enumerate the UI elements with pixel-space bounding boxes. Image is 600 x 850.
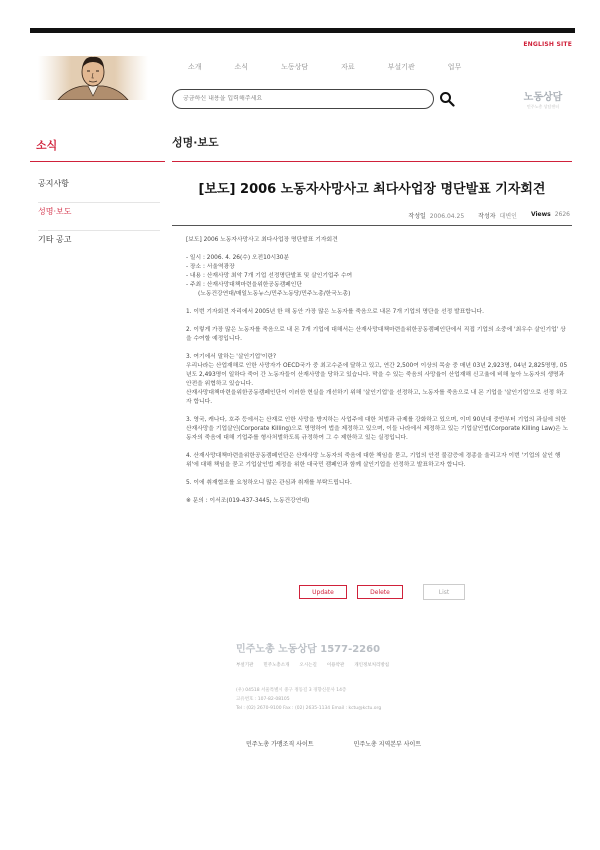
post-body-line: 3. 여기에서 말하는 '살인기업'이란? xyxy=(186,354,277,360)
footer-link-affiliates[interactable]: 부설기관 xyxy=(236,663,254,668)
post-body-line: [보도] 2006 노동자사망사고 최다사업장 명단발표 기자회견 xyxy=(186,237,338,243)
paragraph-gap xyxy=(186,245,570,254)
title-divider xyxy=(172,161,572,162)
nav-item-work[interactable]: 업무 xyxy=(447,63,462,71)
footer-site-affiliates[interactable]: 민주노총 가맹조직 사이트 xyxy=(246,741,314,748)
post-body-line: 1. 이번 기자회견 자리에서 2005년 한 해 동안 가장 많은 노동자를 죽음으로 내몬 7개 기업의 명단을 선정 발표합니다. xyxy=(186,309,484,315)
sidebar-title: 소식 xyxy=(36,139,58,152)
post-body-line: - 일시 : 2006. 4. 26(수) 오전10시30분 xyxy=(186,255,290,261)
post-body-line: - 내용 : 산재사망 최악 7개 기업 선정명단발표 및 살인기업주 수여 xyxy=(186,273,353,279)
top-bar xyxy=(30,28,575,33)
post-body-line: 산재사망대책마련을위한공동캠페인단이 이러한 현실을 개선하기 위해 '살인기업'을 선정하고, 노동자를 죽음으로 내 몬 기업을 '살인기업'으로 선정 하고자 합니다. xyxy=(186,390,568,405)
nav-item-affiliates[interactable]: 부설기관 xyxy=(387,63,415,71)
nav-item-news[interactable]: 소식 xyxy=(234,63,249,71)
post-views: Views 2626 xyxy=(530,211,570,218)
paragraph-gap xyxy=(186,344,570,353)
footer-site-regional[interactable]: 민주노총 지역본부 사이트 xyxy=(353,741,422,748)
counsel-title: 노동상담 xyxy=(523,92,563,103)
search-icon[interactable] xyxy=(439,91,455,107)
update-button[interactable]: Update xyxy=(299,585,347,599)
sidebar-menu xyxy=(38,175,160,259)
post-body xyxy=(186,236,570,506)
counsel-subtitle: 민주노총 상담센터 xyxy=(526,104,560,109)
paragraph-gap xyxy=(186,488,570,497)
post-meta xyxy=(408,211,570,220)
sidebar-divider xyxy=(30,161,165,162)
paragraph-gap xyxy=(186,299,570,308)
post-body-line: 4. 산재사망대책마련을위한공동캠페인단은 산재사망 노동자의 죽음에 대한 책임을 묻고, 기업의 안전 불감증에 경종을 울리고자 이번 '기업의 살인 행위'에 대해 책임을 묻고 기업살인법 제정을 위한 대국민 캠페인과 함께 살인기업을 선정하고 발표하고자 합니다. xyxy=(186,453,561,468)
footer-link-directions[interactable]: 오시는길 xyxy=(299,663,317,668)
footer-info xyxy=(236,686,381,713)
post-body-line: ※ 문의 : 이서조(019-437-3445, 노동건강연대) xyxy=(186,498,310,504)
footer-title: 민주노총 노동상담 1577-2260 xyxy=(236,644,381,655)
nav-item-resources[interactable]: 자료 xyxy=(341,63,355,71)
list-button[interactable]: List xyxy=(423,584,465,600)
sidebar-item-other-notices[interactable]: 기타 공고 xyxy=(38,235,72,244)
footer-link-about[interactable]: 민주노총소개 xyxy=(263,663,290,668)
footer-contact: Tel : (02) 2670-9100 Fax : (02) 2635-1134 Email : kctu@kctu.org xyxy=(236,706,382,711)
nav-item-about[interactable]: 소개 xyxy=(188,63,202,71)
footer-registration: 고유번호 : 107-82-08105 xyxy=(236,697,290,702)
sidebar-item-notice[interactable]: 공지사항 xyxy=(38,175,160,203)
main-nav xyxy=(188,62,494,72)
delete-button[interactable]: Delete xyxy=(357,585,403,599)
footer-address: (우) 04518 서울특별시 중구 정동길 3 경향신문사 14층 xyxy=(236,688,347,693)
post-actions xyxy=(299,585,465,600)
post-title: [보도] 2006 노동자사망사고 최다사업장 명단발표 기자회견 xyxy=(198,182,546,197)
meta-divider xyxy=(172,225,572,226)
post-body-line: 2. 이렇게 가장 많은 노동자를 죽음으로 내 몬 7개 기업에 대해서는 산재사망대책마련을위한공동캠페인단에서 직접 기업의 소중에 '최우수 살인기업' 상을 수여할 예정입니다. xyxy=(186,327,566,342)
search-input[interactable] xyxy=(183,95,413,102)
post-date: 작성일 2006.04.25 xyxy=(408,213,465,220)
paragraph-gap xyxy=(186,407,570,416)
footer-link-terms[interactable]: 이용약관 xyxy=(326,663,345,668)
footer-sites xyxy=(246,739,421,748)
english-site-link[interactable]: ENGLISH SITE xyxy=(523,41,572,48)
footer-links xyxy=(236,662,389,668)
paragraph-gap xyxy=(186,317,570,326)
post-body-line: - 장소 : 서울역광장 xyxy=(186,264,235,270)
page-title: 성명·보도 xyxy=(172,136,219,149)
nav-item-counsel[interactable]: 노동상담 xyxy=(281,63,309,71)
counsel-link[interactable] xyxy=(512,88,574,110)
paragraph-gap xyxy=(186,443,570,452)
post-body-line: 5. 이에 취재협조를 요청하오니 많은 관심과 취재를 부탁드립니다. xyxy=(186,480,352,486)
post-body-line: 우리나라는 산업재해로 인한 사망자가 OECD국가 중 최고수준에 달하고 있고, 연간 2,500여 이상의 목숨 중 매년 03년 2,923명, 04년 2,825명명, 05년도 2,493명이 일하다 죽어 간 노동자들이 산재사망을 당하고 있습니다. 막을 수 있는 죽음의 사망율이 산업재해 신고율에 비해 높아 노동자의 생명과 안전을 위협하고 있습니다. xyxy=(186,363,568,387)
search-box xyxy=(172,89,434,109)
paragraph-gap xyxy=(186,470,570,479)
sidebar-item-statements[interactable]: 성명·보도 xyxy=(38,203,160,231)
footer-link-privacy[interactable]: 개인정보처리방침 xyxy=(354,663,390,668)
post-body-line: (노동건강연대/매일노동뉴스/민주노동당/민주노총/한국노총) xyxy=(198,291,351,297)
post-body-line: - 주최 : 산재사망대책마련을위한공동캠페인단 xyxy=(186,282,302,288)
portrait-logo-icon[interactable] xyxy=(38,52,148,100)
post-writer: 작성자 대변인 xyxy=(478,213,517,220)
post-body-line: 3. 영국, 캐나다, 호주 등에서는 산재로 인한 사망을 방지하는 사업주에 대한 처벌과 규제를 강화하고 있으며, 이미 90년대 중반부터 기업의 과실에 의한 산재사망을 기업살인(Corporate Killing)으로 명명하여 법을 제정하고 있으며, 이들 나라에서 제정하고 있는 기업살인법(Corporate Killing Law)은 노동자의 죽음에 대해 기업주를 형사처벌하도록 규정하여 그 수 제한하고 있는 실정입니다. xyxy=(186,417,569,441)
